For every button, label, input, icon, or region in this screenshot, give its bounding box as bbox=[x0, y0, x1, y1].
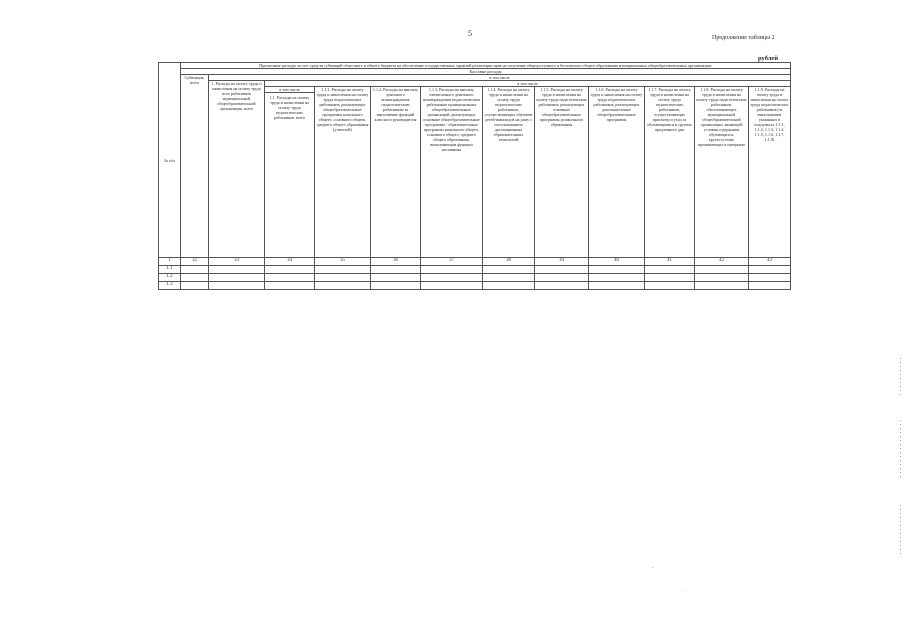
column-number: 42 bbox=[695, 258, 749, 266]
in-that-number-1: в том числе bbox=[209, 75, 791, 81]
table-cell bbox=[209, 282, 265, 290]
header-col-41: 1.1.7. Расходы на оплату труда и начисления на оплату труда педагогических работников, осуществляющих присмотр и уход за обучающимися в группах продленного дня bbox=[645, 87, 695, 258]
column-number: 39 bbox=[535, 258, 589, 266]
table-cell bbox=[315, 266, 371, 274]
table-cell bbox=[265, 282, 315, 290]
expenses-table bbox=[158, 62, 791, 290]
table-title: Прогнозные расходы за счет средств субвенций областного и обшего бюджета на обеспечение государственных гарантий реализации прав на получение общедоступного и бесплатного общего образования муниципальных общеобразовательных организациях bbox=[181, 63, 791, 69]
header-col-33: 1. Расходы на оплату труда и начисления на оплату труда всех работников муниципальной общеобразовательной организации, всего bbox=[209, 81, 265, 258]
header-col-37: 1.1.3. Расходы на выплату ежемесячного денежного вознаграждения педагогическим работникам муниципальных общеобразовательных организаций, реализующих основные общеобразовательные программы - образовательные программы начального общего, основного общего, среднего общего образования, выполняющим функции наставника bbox=[421, 87, 483, 258]
in-that-number-2: в том числе bbox=[265, 81, 791, 87]
scan-artifact: · bbox=[682, 589, 684, 594]
table-cell bbox=[535, 282, 589, 290]
table-cell bbox=[535, 274, 589, 282]
table-cell bbox=[421, 266, 483, 274]
header-col-38: 1.1.4. Расходы на оплату труда и начисления на оплату труда педагогических работников, осуществляющих обучение детей-инвалидов на дому с использованием дистанционных образовательных технологий bbox=[483, 87, 535, 258]
header-col-36: 1.1.2. Расходы на выплату денежного вознаграждения педагогическим работникам за выполнение функций классного руководителя bbox=[371, 87, 421, 258]
column-number-row bbox=[159, 258, 791, 266]
column-number: 43 bbox=[749, 258, 791, 266]
table-cell bbox=[483, 266, 535, 274]
in-that-number-3: в том числе bbox=[265, 87, 314, 93]
column-number: 37 bbox=[421, 258, 483, 266]
row-number: 1.3 bbox=[159, 282, 181, 290]
column-number: 41 bbox=[645, 258, 695, 266]
table-cell bbox=[483, 282, 535, 290]
table-cell bbox=[695, 274, 749, 282]
scan-artifact bbox=[900, 505, 901, 555]
header-col-43: 1.1.9. Расходы на оплату труда и начисления на оплату труда педагогических работников (за выполнением указанных в подпунктах 1.1.1, 1.1.2, 1.1.3, 1.1.4, 1.1.5, 1.1.6, 1.1.7, 1.1.8) bbox=[749, 87, 791, 258]
table-cell bbox=[421, 282, 483, 290]
table-cell bbox=[589, 274, 645, 282]
table-row bbox=[159, 274, 791, 282]
table-cell bbox=[371, 274, 421, 282]
column-number: 36 bbox=[371, 258, 421, 266]
column-number: 34 bbox=[265, 258, 315, 266]
table-cell bbox=[209, 266, 265, 274]
header-col-35: 1.1.1. Расходы на оплату труда и начисления на оплату труда педагогических работников, реализующих общеобразовательные программы начального общего, основного общего, среднего общего образования (учителей) bbox=[315, 87, 371, 258]
page-number: 5 bbox=[468, 29, 472, 38]
table-cell bbox=[371, 282, 421, 290]
table-cell bbox=[315, 282, 371, 290]
column-number: 40 bbox=[589, 258, 645, 266]
table-cell bbox=[749, 266, 791, 274]
table-cell bbox=[645, 274, 695, 282]
column-number: 35 bbox=[315, 258, 371, 266]
group-header: Кассовые расходы bbox=[181, 69, 791, 75]
scan-artifact bbox=[900, 358, 901, 398]
table-cell bbox=[589, 266, 645, 274]
row-number: 1.1 bbox=[159, 266, 181, 274]
table-cell bbox=[181, 282, 209, 290]
table-cell bbox=[695, 282, 749, 290]
table-cell bbox=[483, 274, 535, 282]
table-cell bbox=[421, 274, 483, 282]
table-cell bbox=[589, 282, 645, 290]
column-number: 1 bbox=[159, 258, 181, 266]
row-number: 1.2 bbox=[159, 274, 181, 282]
table-cell bbox=[645, 266, 695, 274]
table-continuation-label: Продолжение таблицы 2 bbox=[712, 35, 775, 41]
table-cell bbox=[209, 274, 265, 282]
scan-artifact bbox=[900, 420, 901, 480]
row-number-header: № п/п bbox=[159, 63, 181, 258]
table-cell bbox=[535, 266, 589, 274]
table-cell bbox=[371, 266, 421, 274]
table-cell bbox=[181, 266, 209, 274]
header-col-39: 1.1.5. Расходы на оплату труда и начисления на оплату труда педагогических работников, реализующих основные общеобразовательные программы дошкольного образования bbox=[535, 87, 589, 258]
table-cell bbox=[695, 266, 749, 274]
table-cell bbox=[181, 274, 209, 282]
table-row bbox=[159, 266, 791, 274]
header-col-40: 1.1.6. Расходы на оплату труда и начисления на оплату труда педагогических работников, реализующих дополнительные общеобразовательные программы bbox=[589, 87, 645, 258]
table-cell bbox=[749, 274, 791, 282]
header-col-34-text: 1.1. Расходы на оплату труда и начисления на оплату труда педагогических работников, всего bbox=[269, 95, 310, 120]
column-number: 32 bbox=[181, 258, 209, 266]
table-cell bbox=[749, 282, 791, 290]
scan-artifact: - bbox=[652, 566, 654, 571]
column-number: 38 bbox=[483, 258, 535, 266]
header-col-32: Субвенция, всего bbox=[181, 75, 209, 258]
table-cell bbox=[645, 282, 695, 290]
column-number: 33 bbox=[209, 258, 265, 266]
table-cell bbox=[265, 266, 315, 274]
header-col-42: 1.1.8. Расходы на оплату труда и начисления на оплату труда педагогических работников, обеспечивающих муниципальной общеобразовательной организации, являющей условия содержания обучающихся, круглосуточно проживающих в интернате bbox=[695, 87, 749, 258]
table-cell bbox=[315, 274, 371, 282]
currency-unit: рублей bbox=[758, 55, 779, 62]
header-col-34 bbox=[265, 87, 315, 258]
table-cell bbox=[265, 274, 315, 282]
table-row bbox=[159, 282, 791, 290]
